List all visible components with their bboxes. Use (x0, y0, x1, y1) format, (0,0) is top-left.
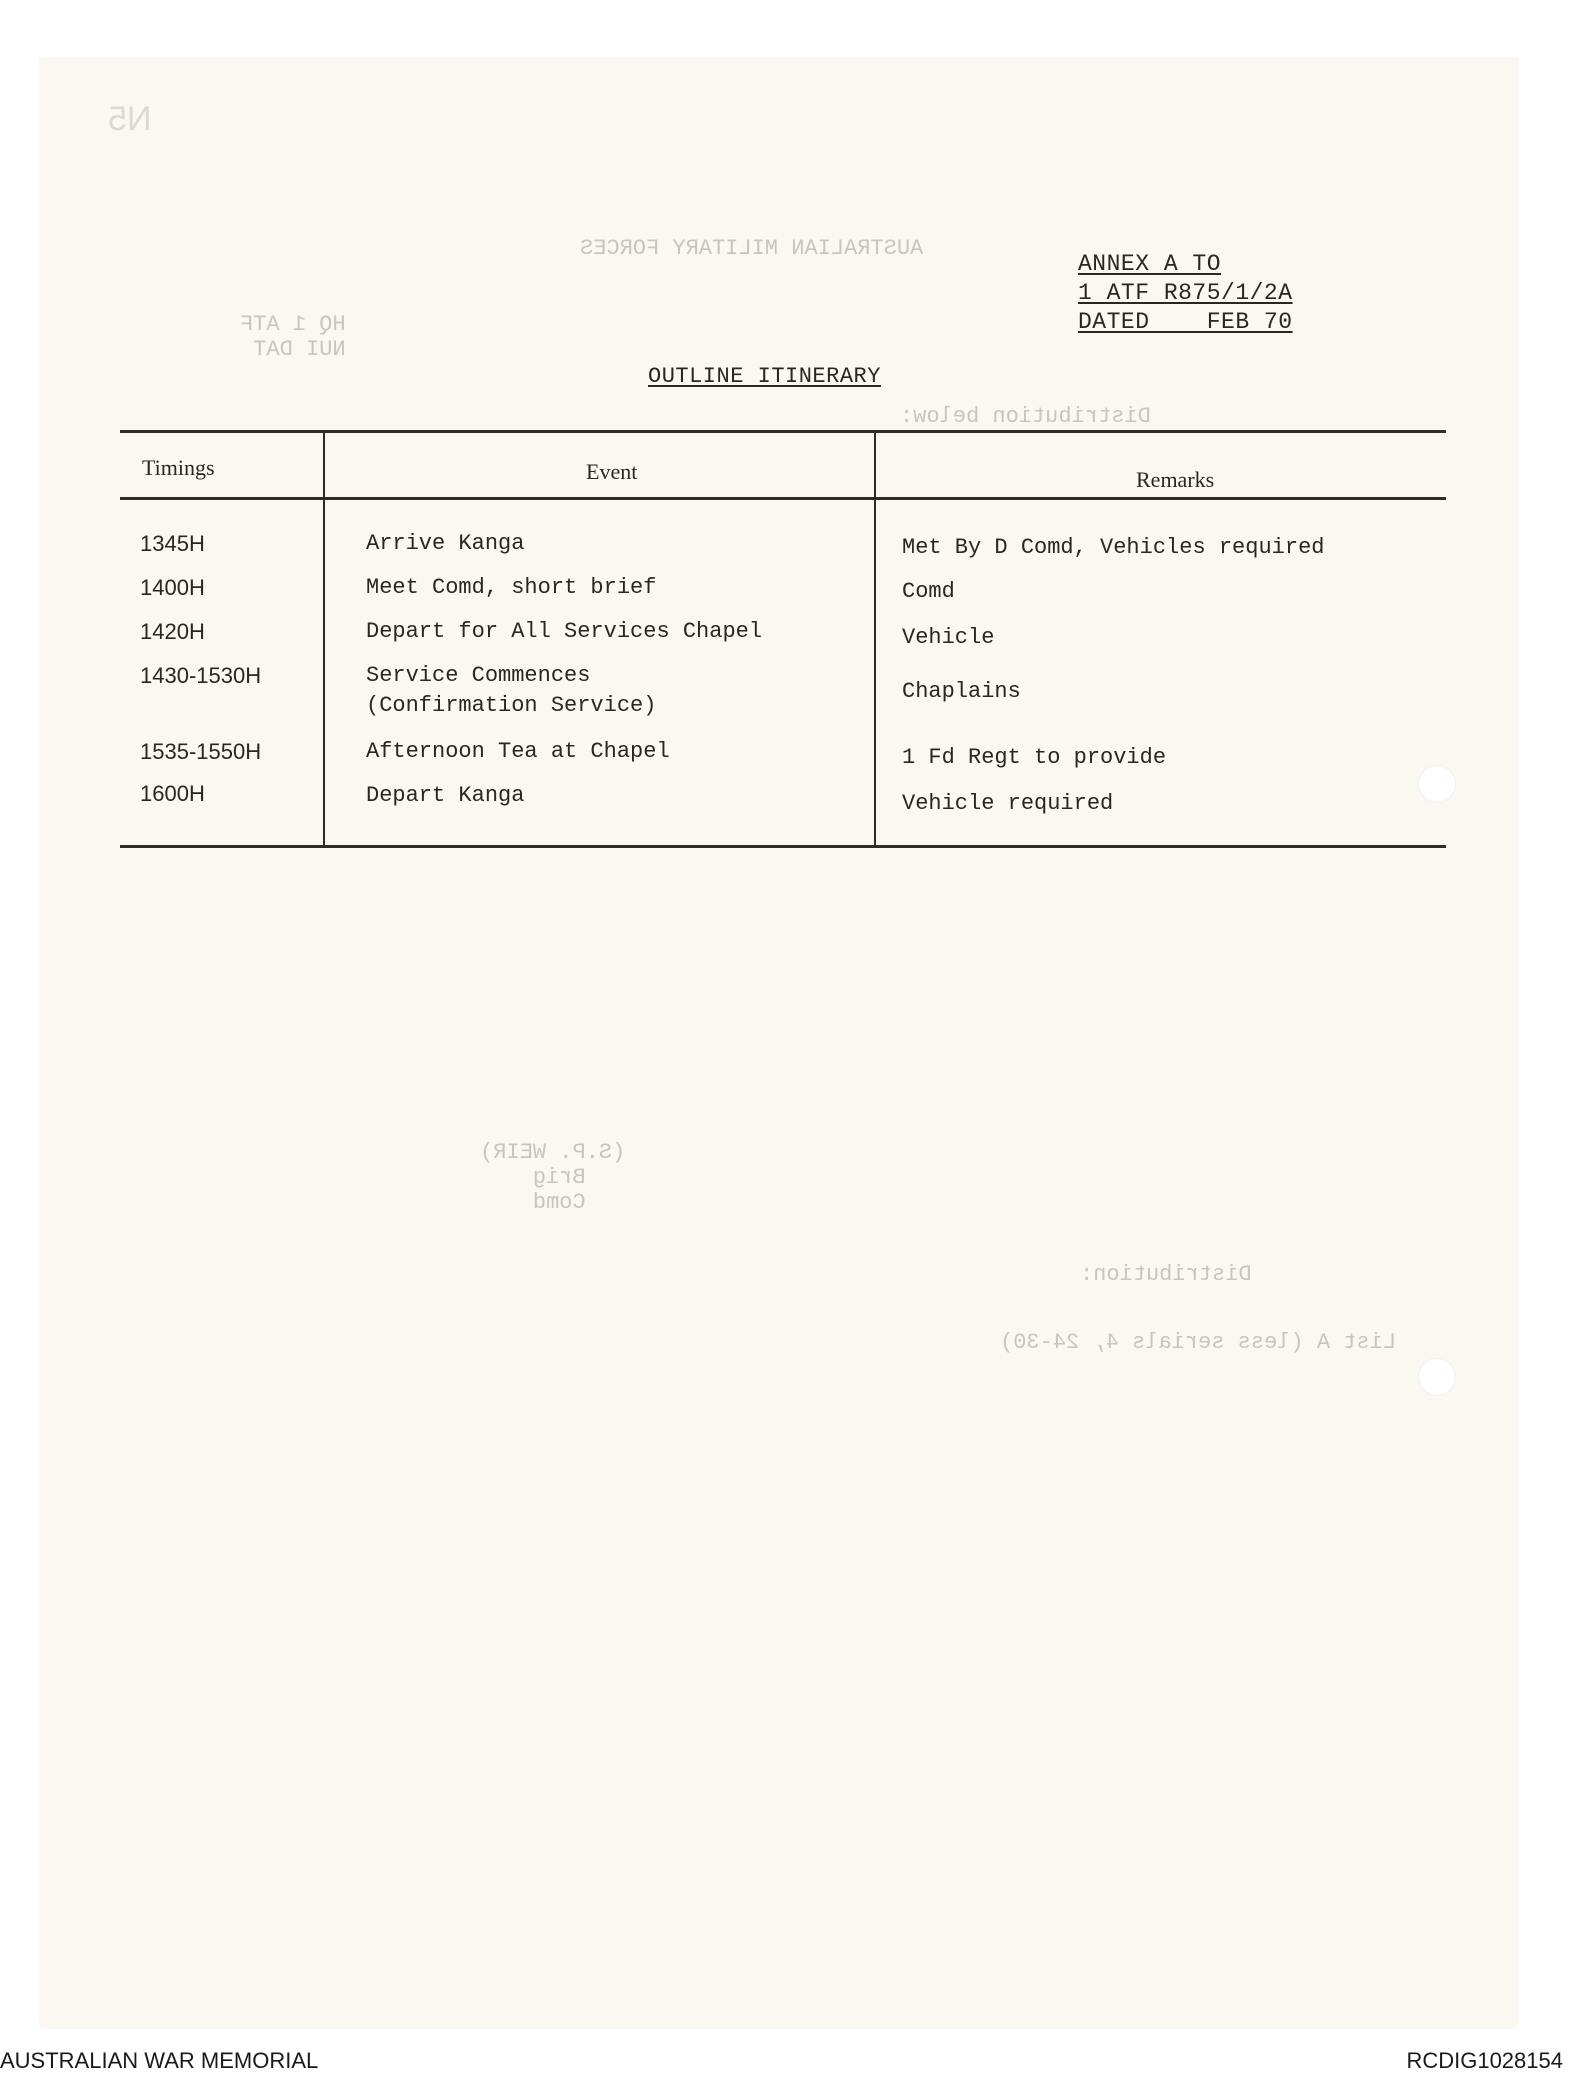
row-5-event: Afternoon Tea at Chapel (366, 739, 670, 764)
row-3-event: Depart for All Services Chapel (366, 619, 763, 644)
bleed-through-text: AUSTRALIAN MILITARY FORCES (580, 236, 924, 261)
archive-id: RCDIG1028154 (1406, 2048, 1563, 2073)
column-header-timings: Timings (142, 455, 215, 480)
punch-hole (1418, 765, 1456, 803)
page-title: OUTLINE ITINERARY (648, 364, 881, 389)
row-2-remarks: Comd (902, 579, 955, 604)
row-2-event: Meet Comd, short brief (366, 575, 657, 600)
row-2-time: 1400H (140, 575, 205, 600)
bleed-through-text: List A (less serials 4, 24-30) (1000, 1330, 1397, 1355)
bleed-through-text: (S.P. WEIR) Brig Comd (480, 1140, 626, 1215)
bleed-through-mark: N5 (108, 100, 152, 138)
column-divider (874, 433, 876, 845)
archive-credit: AUSTRALIAN WAR MEMORIAL (0, 2048, 319, 2073)
row-3-remarks: Vehicle (902, 625, 995, 650)
row-5-remarks: 1 Fd Regt to provide (902, 745, 1167, 770)
column-header-remarks: Remarks (1136, 467, 1215, 492)
row-1-event: Arrive Kanga (366, 531, 525, 556)
column-header-event: Event (586, 459, 638, 484)
bleed-through-text: Distribution: (1080, 1262, 1252, 1287)
bleed-through-text: Distribution below: (900, 404, 1151, 429)
annex-reference (1078, 250, 1293, 337)
annex-line-2: 1 ATF R875/1/2A (1078, 280, 1293, 306)
row-4-remarks: Chaplains (902, 679, 1021, 704)
row-4-event: Service Commences (Confirmation Service) (366, 663, 657, 718)
row-4-time: 1430-1530H (140, 663, 262, 688)
itinerary-table (120, 430, 1446, 848)
row-1-time: 1345H (140, 531, 205, 556)
annex-line-3: DATED FEB 70 (1078, 309, 1293, 335)
row-6-remarks: Vehicle required (902, 791, 1114, 816)
row-6-event: Depart Kanga (366, 783, 525, 808)
row-5-time: 1535-1550H (140, 739, 262, 764)
annex-line-1: ANNEX A TO (1078, 251, 1222, 277)
punch-hole (1418, 1358, 1456, 1396)
row-3-time: 1420H (140, 619, 205, 644)
column-divider (323, 433, 325, 845)
bleed-through-text: HQ 1 ATF NUI DAT (240, 312, 346, 362)
header-divider (120, 497, 1446, 500)
row-6-time: 1600H (140, 781, 205, 806)
row-1-remarks: Met By D Comd, Vehicles required (902, 535, 1325, 560)
